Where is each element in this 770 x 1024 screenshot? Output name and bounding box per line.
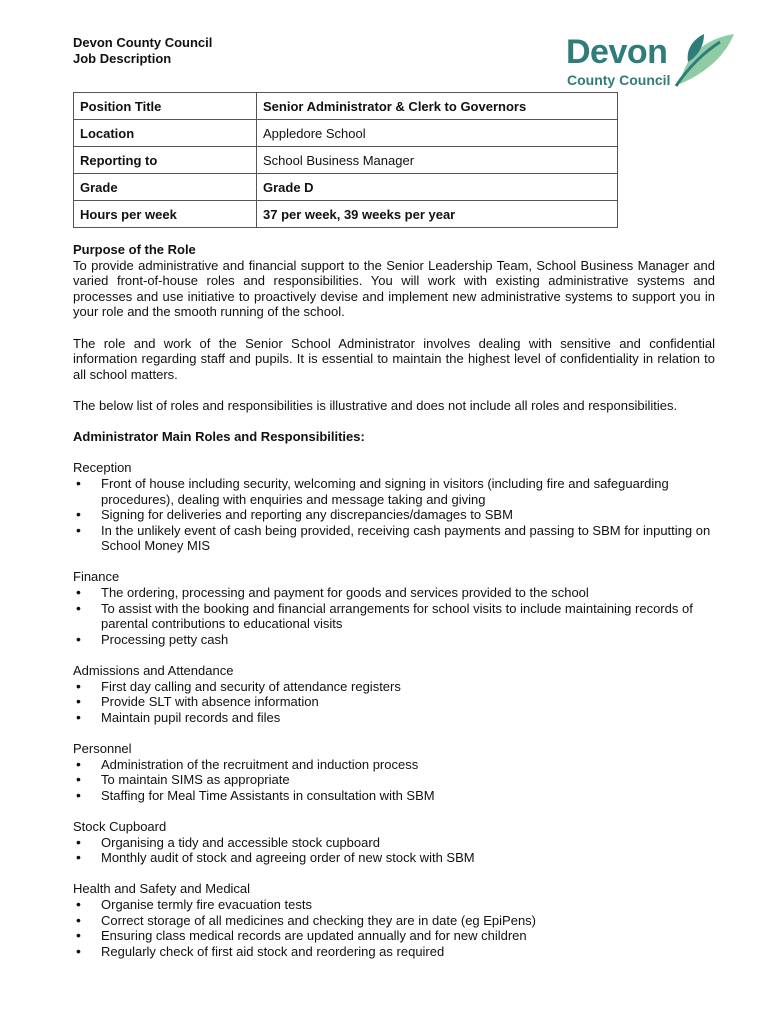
- list-item: • The ordering, processing and payment for goods and services provided to the school: [73, 585, 715, 601]
- document-body: [73, 242, 715, 975]
- document-type: Job Description: [73, 51, 172, 66]
- document-header: [73, 35, 212, 67]
- section-title: Stock Cupboard: [73, 818, 167, 834]
- main-roles-heading: Administrator Main Roles and Responsibilities:: [73, 429, 365, 445]
- info-value: Appledore School: [257, 120, 618, 147]
- info-label: Hours per week: [74, 201, 257, 228]
- list-item: • Monthly audit of stock and agreeing order of new stock with SBM: [73, 850, 715, 866]
- list-item: • In the unlikely event of cash being provided, receiving cash payments and passing to SBM for inputting on School Money MIS: [73, 523, 715, 554]
- list-item: • Staffing for Meal Time Assistants in consultation with SBM: [73, 788, 715, 804]
- section-health-and-safety-and-medical: [73, 881, 715, 959]
- list-item: • Correct storage of all medicines and checking they are in date (eg EpiPens): [73, 913, 715, 929]
- info-label: Reporting to: [74, 147, 257, 174]
- section-list: [73, 835, 715, 866]
- info-row: [74, 93, 618, 120]
- list-item: • Front of house including security, welcoming and signing in visitors (including fire and safeguarding procedures), dealing with enquiries and message taking and giving: [73, 476, 715, 507]
- devon-logo: [560, 32, 740, 92]
- organisation-name: Devon County Council: [73, 35, 213, 50]
- list-item: • To assist with the booking and financial arrangements for school visits to include maintaining records of parental contributions to educational visits: [73, 601, 715, 632]
- list-item: • Organising a tidy and accessible stock cupboard: [73, 835, 715, 851]
- purpose-heading: Purpose of the Role: [73, 242, 196, 257]
- section-title: Finance: [73, 569, 120, 585]
- info-value: 37 per week, 39 weeks per year: [257, 201, 618, 228]
- info-value: School Business Manager: [257, 147, 618, 174]
- list-item: • First day calling and security of attendance registers: [73, 679, 715, 695]
- section-list: [73, 585, 715, 647]
- info-row: [74, 174, 618, 201]
- section-title: Personnel: [73, 741, 132, 756]
- info-row: [74, 147, 618, 174]
- purpose-paragraph-2: The role and work of the Senior School Administrator involves dealing with sensitive and confidential information regarding staff and pupils. It is essential to maintain the highest level of confidentiality in relation to all school matters.: [73, 335, 715, 382]
- list-item: • Regularly check of first aid stock and reordering as required: [73, 944, 715, 960]
- responsibility-sections: [73, 460, 715, 959]
- leaf-icon: [674, 32, 740, 88]
- info-value: Senior Administrator & Clerk to Governors: [257, 93, 618, 120]
- logo-subtitle: County Council: [567, 72, 671, 88]
- info-label: Grade: [74, 174, 257, 201]
- info-value: Grade D: [257, 174, 618, 201]
- section-list: [73, 757, 715, 804]
- section-title: Admissions and Attendance: [73, 663, 234, 679]
- info-row: [74, 201, 618, 228]
- logo-wordmark: Devon: [566, 33, 668, 71]
- section-admissions-and-attendance: [73, 663, 715, 725]
- section-title: Health and Safety and Medical: [73, 881, 251, 897]
- list-item: • Organise termly fire evacuation tests: [73, 897, 715, 913]
- list-item: • Provide SLT with absence information: [73, 694, 715, 710]
- section-list: [73, 897, 715, 959]
- section-stock-cupboard: [73, 819, 715, 866]
- section-list: [73, 476, 715, 554]
- list-item: • Ensuring class medical records are updated annually and for new children: [73, 928, 715, 944]
- section-list: [73, 679, 715, 726]
- list-item: • To maintain SIMS as appropriate: [73, 772, 715, 788]
- list-item: • Administration of the recruitment and induction process: [73, 757, 715, 773]
- list-item: • Signing for deliveries and reporting any discrepancies/damages to SBM: [73, 507, 715, 523]
- section-title: Reception: [73, 460, 132, 476]
- section-finance: [73, 569, 715, 647]
- section-personnel: [73, 741, 715, 803]
- info-label: Position Title: [74, 93, 257, 120]
- info-row: [74, 120, 618, 147]
- info-label: Location: [74, 120, 257, 147]
- purpose-paragraph-1: To provide administrative and financial support to the Senior Leadership Team, School Business Manager and varied front-of-house roles and responsibilities. You will work with existing administrative systems and processes and use initiative to proactively devise and implement new administrative systems to support you in your role and the smooth running of the school.: [73, 257, 715, 320]
- list-item: • Maintain pupil records and files: [73, 710, 715, 726]
- section-reception: [73, 460, 715, 554]
- job-info-table: [73, 92, 618, 228]
- list-item: • Processing petty cash: [73, 632, 715, 648]
- purpose-paragraph-3: The below list of roles and responsibilities is illustrative and does not include all roles and responsibilities.: [73, 397, 678, 413]
